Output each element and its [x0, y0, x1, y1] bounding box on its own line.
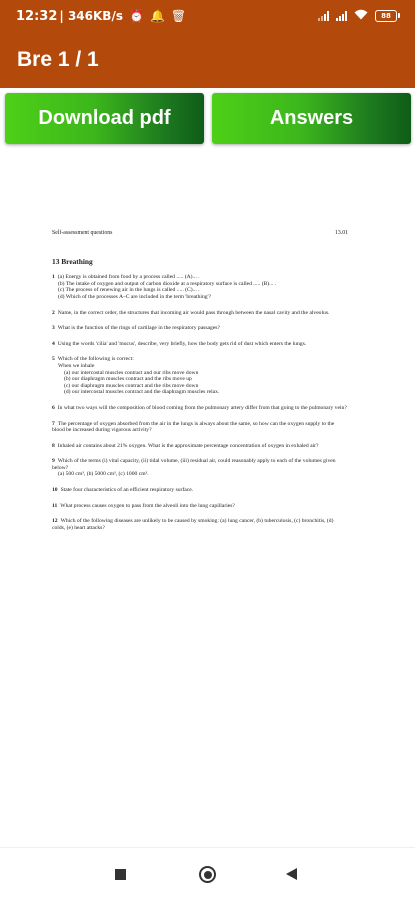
status-bar: [0, 0, 415, 32]
question-number: 9: [52, 458, 55, 465]
wifi-icon: [354, 9, 368, 23]
question-line: [52, 405, 348, 412]
question-text: What process causes oxygen to pass from the alveoli into the lung capillaries?: [60, 502, 235, 509]
question-item: [52, 421, 348, 434]
alarm-icon: ⏰: [128, 9, 144, 23]
question-line: [52, 325, 348, 332]
question-item: [52, 274, 348, 300]
question-item: [52, 341, 348, 348]
question-line: (a) 500 cm³, (b) 5000 cm³, (c) 1000 cm³.: [58, 471, 149, 478]
question-text: State four characteristics of an efficient respiratory surface.: [60, 487, 194, 494]
question-number: 5: [52, 356, 55, 363]
question-item: [52, 443, 348, 450]
question-item: [52, 310, 348, 317]
app-bar: [0, 32, 415, 88]
question-line: (b) our diaphragm muscles contract and the ribs move up: [64, 376, 192, 383]
trash-icon: 🗑: [170, 9, 187, 23]
question-number: 3: [52, 325, 55, 332]
pdf-page: [52, 230, 348, 531]
question-number: 2: [52, 309, 55, 316]
page-title: Bre 1 / 1: [17, 48, 99, 71]
pdf-viewer[interactable]: [0, 150, 415, 845]
question-text: Name, in the correct order, the structures that incoming air would pass through between the nasal cavity and the alveolus.: [57, 309, 330, 316]
page-header-left: Self-assessment questions: [52, 230, 113, 236]
question-line: (d) Which of the processes A–C are included in the term 'breathing'?: [58, 293, 212, 300]
question-line: [52, 341, 348, 348]
question-list: [52, 274, 348, 531]
status-time: 12:32: [16, 8, 58, 24]
question-line: (d) our intercostal muscles contract and the diaphragm muscles relax.: [64, 389, 220, 396]
question-number: 12: [52, 518, 58, 525]
question-line: (a) our intercostal muscles contract and our ribs move down: [64, 369, 199, 376]
status-right-icons: [318, 9, 397, 23]
question-line: [52, 458, 348, 471]
question-line: [52, 421, 348, 434]
question-item: [52, 487, 348, 494]
question-text: Using the words 'cilia' and 'mucus', describe, very briefly, how the body gets rid of dust which enters the lungs.: [57, 340, 307, 347]
question-number: 8: [52, 442, 55, 449]
question-text: The percentage of oxygen absorbed from the air in the lungs is always about the same, so how can the oxygen supply to the blood be increased during vigorous activity?: [52, 420, 335, 434]
signal-icon-2: [336, 11, 347, 21]
question-text: In what two ways will the composition of blood coming from the pulmonary artery differ from that going to the pulmonary vein?: [57, 404, 347, 411]
back-triangle-icon[interactable]: [286, 868, 297, 880]
page-number: 13.01: [334, 230, 348, 236]
chapter-title: 13 Breathing: [52, 256, 93, 266]
status-network-speed: | 346KB/s: [59, 9, 123, 23]
question-item: [52, 325, 348, 332]
battery-icon: 88: [375, 10, 397, 22]
question-item: [52, 503, 348, 510]
question-line: [52, 487, 348, 494]
question-text: Which of the following diseases are unlikely to be caused by smoking: (a) lung cancer, (b) tuberculosis, (c) bronchitis, (d) colds, (e) heart attacks?: [52, 518, 334, 531]
navigation-bar: [0, 847, 415, 901]
question-number: 4: [52, 340, 55, 347]
recents-square-icon[interactable]: [115, 869, 126, 880]
home-circle-icon[interactable]: [199, 866, 216, 883]
page-header: [52, 230, 348, 237]
question-line: [52, 518, 348, 531]
question-line: [52, 443, 348, 450]
question-text: What is the function of the rings of cartilage in the respiratory passages?: [57, 325, 220, 332]
question-number: 11: [52, 502, 58, 509]
question-line: [52, 310, 348, 317]
question-line: (c) our diaphragm muscles contract and the ribs move down: [64, 382, 199, 389]
question-line: [52, 356, 348, 363]
download-pdf-button[interactable]: Download pdf: [5, 93, 204, 144]
question-number: 1: [52, 274, 55, 281]
question-number: 6: [52, 404, 55, 411]
question-line: (c) The process of renewing air in the lungs is called ..... (C)... .: [58, 287, 200, 294]
question-number: 7: [52, 420, 55, 427]
question-item: [52, 518, 348, 531]
question-item: [52, 458, 348, 478]
question-item: [52, 356, 348, 396]
signal-icon-1: [318, 11, 329, 21]
notification-bell-icon: 🔔: [149, 9, 165, 23]
question-number: 10: [52, 487, 58, 494]
question-text: Which of the terms (i) vital capacity, (ii) tidal volume, (iii) residual air, could reasonably apply to each of the volumes given below?: [52, 458, 336, 471]
question-line: When we inhale: [58, 362, 95, 369]
question-text: (a) Energy is obtained from food by a process called ..... (A)... .: [57, 274, 200, 281]
question-line: (b) The intake of oxygen and output of carbon dioxide at a respiratory surface is called ..... (B)... .: [58, 280, 277, 287]
question-line: [52, 274, 348, 281]
question-text: Which of the following is correct:: [57, 356, 134, 363]
question-line: [52, 503, 348, 510]
question-text: Inhaled air contains about 21% oxygen. What is the approximate percentage concentration of oxygen in exhaled air?: [57, 442, 319, 449]
answers-button[interactable]: Answers: [212, 93, 411, 144]
question-item: [52, 405, 348, 412]
